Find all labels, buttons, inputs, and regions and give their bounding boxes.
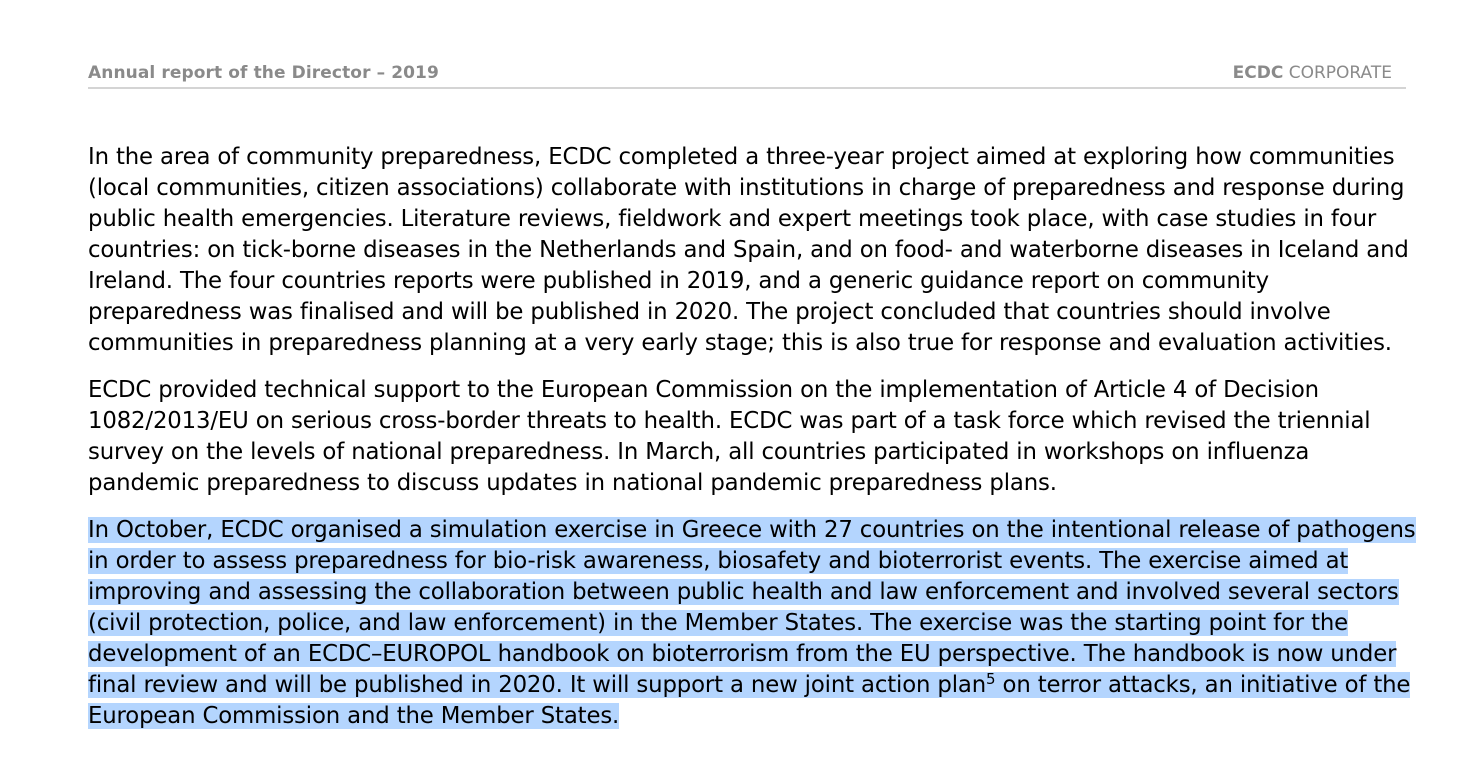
selected-text-part-2: on terror attacks, an initiative of the European Commission and the Member States. xyxy=(88,672,1411,729)
paragraph-simulation-exercise[interactable] xyxy=(88,515,1418,732)
paragraph-community-preparedness: In the area of community preparedness, ECDC completed a three-year project aimed at exploring how communities (local communities, citizen associations) collaborate with institutions in charge of preparedness and response during public health emergencies. Literature reviews, fieldwork and expert meetings took place, with case studies in four countries: on tick-borne diseases in the Netherlands and Spain, and on food- and waterborne diseases in Iceland and Ireland. The four countries reports were published in 2019, and a generic guidance report on community preparedness was finalised and will be published in 2020. The project concluded that countries should involve communities in preparedness planning at a very early stage; this is also true for response and evaluation activities. xyxy=(88,144,1409,356)
document-body xyxy=(88,142,1418,748)
paragraph-technical-support: ECDC provided technical support to the European Commission on the implementation of Article 4 of Decision 1082/2013/EU on serious cross-border threats to health. ECDC was part of a task force which revised the triennial survey on the levels of national preparedness. In March, all countries participated in workshops on influenza pandemic preparedness to discuss updates in national pandemic preparedness plans. xyxy=(88,377,1371,496)
brand-label xyxy=(1233,62,1392,84)
footnote-marker[interactable]: 5 xyxy=(986,670,996,688)
report-title: Annual report of the Director – 2019 xyxy=(88,63,439,83)
brand-label-rest: CORPORATE xyxy=(1283,63,1392,83)
selected-text-part-1: In October, ECDC organised a simulation exercise in Greece with 27 countries on the intentional release of pathogens in order to assess preparedness for bio-risk awareness, biosafety and bioterrorist events. The exercise aimed at improving and assessing the collaboration between public health and law enforcement and involved several sectors (civil protection, police, and law enforcement) in the Member States. The exercise was the starting point for the development of an ECDC–EUROPOL handbook on bioterrorism from the EU perspective. The handbook is now under final review and will be published in 2020. It will support a new joint action plan xyxy=(88,517,1416,698)
selected-text[interactable] xyxy=(88,517,1416,729)
brand-label-bold: ECDC xyxy=(1232,63,1284,83)
page-header xyxy=(88,62,1406,89)
